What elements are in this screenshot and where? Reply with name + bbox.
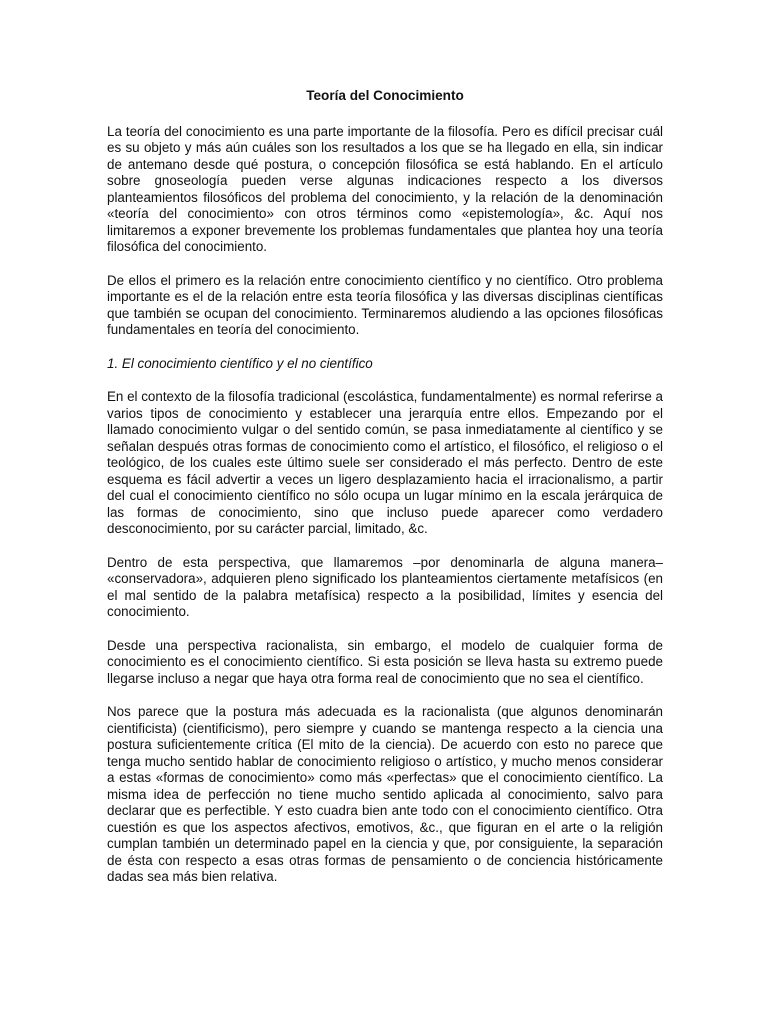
section-paragraph-1: En el contexto de la filosofía tradicional (escolástica, fundamentalmente) es normal referirse a varios tipos de conocimiento y establecer una jerarquía entre ellos. Empezando por el llamado conocimiento vulgar o del sentido común, se pasa inmediatamente al científico y se señalan después otras formas de conocimiento como el artístico, el filosófico, el religioso o el teológico, de los cuales este último suele ser considerado el más perfecto. Dentro de este esquema es fácil advertir a veces un ligero desplazamiento hacia el irracionalismo, a partir del cual el conocimiento científico no sólo ocupa un lugar mínimo en la escala jerárquica de las formas de conocimiento, sino que incluso puede aparecer como verdadero desconocimiento, por su carácter parcial, limitado, &c. — [107, 389, 663, 536]
intro-paragraph-1: La teoría del conocimiento es una parte importante de la filosofía. Pero es difícil precisar cuál es su objeto y más aún cuáles son los resultados a los que se ha llegado en ella, sin indicar de antemano desde qué postura, o concepción filosófica se está hablando. En el artículo sobre gnoseología pueden verse algunas indicaciones respecto a los diversos planteamientos filosóficos del problema del conocimiento, y la relación de la denominación «teoría del conocimiento» con otros términos como «epistemología», &c. Aquí nos limitaremos a exponer brevemente los problemas fundamentales que plantea hoy una teoría filosófica del conocimiento. — [107, 123, 663, 254]
intro-paragraph-2: De ellos el primero es la relación entre conocimiento científico y no científico. Otro problema importante es el de la relación entre esta teoría filosófica y las diversas disciplinas científicas que también se ocupan del conocimiento. Terminaremos aludiendo a las opciones filosóficas fundamentales en teoría del conocimiento. — [107, 272, 663, 337]
section-heading: 1. El conocimiento científico y el no científico — [107, 355, 373, 371]
section-paragraph-2: Dentro de esta perspectiva, que llamaremos –por denominarla de alguna manera– «conservadora», adquieren pleno significado los planteamientos ciertamente metafísicos (en el mal sentido de la palabra metafísica) respecto a la posibilidad, límites y esencia del conocimiento. — [107, 554, 663, 619]
section-paragraph-4: Nos parece que la postura más adecuada es la racionalista (que algunos denominarán cientificista) (cientificismo), pero siempre y cuando se mantenga respecto a la ciencia una postura suficientemente crítica (El mito de la ciencia). De acuerdo con esto no parece que tenga mucho sentido hablar de conocimiento religioso o artístico, y mucho menos considerar a estas «formas de conocimiento» como más «perfectas» que el conocimiento científico. La misma idea de perfección no tiene mucho sentido aplicada al conocimiento, salvo para declarar que es perfectible. Y esto cuadra bien ante todo con el conocimiento científico. Otra cuestión es que los aspectos afectivos, emotivos, &c., que figuran en el arte o la religión cumplan también un determinado papel en la ciencia y que, por consiguiente, la separación de ésta con respecto a esas otras formas de pensamiento o de conciencia históricamente dadas sea más bien relativa. — [107, 704, 663, 884]
document-page — [107, 88, 663, 903]
section-paragraph-3: Desde una perspectiva racionalista, sin embargo, el modelo de cualquier forma de conocimiento es el conocimiento científico. Si esta posición se lleva hasta su extremo puede llegarse incluso a negar que haya otra forma real de conocimiento que no sea el científico. — [107, 637, 663, 686]
document-title: Teoría del Conocimiento — [306, 88, 464, 103]
